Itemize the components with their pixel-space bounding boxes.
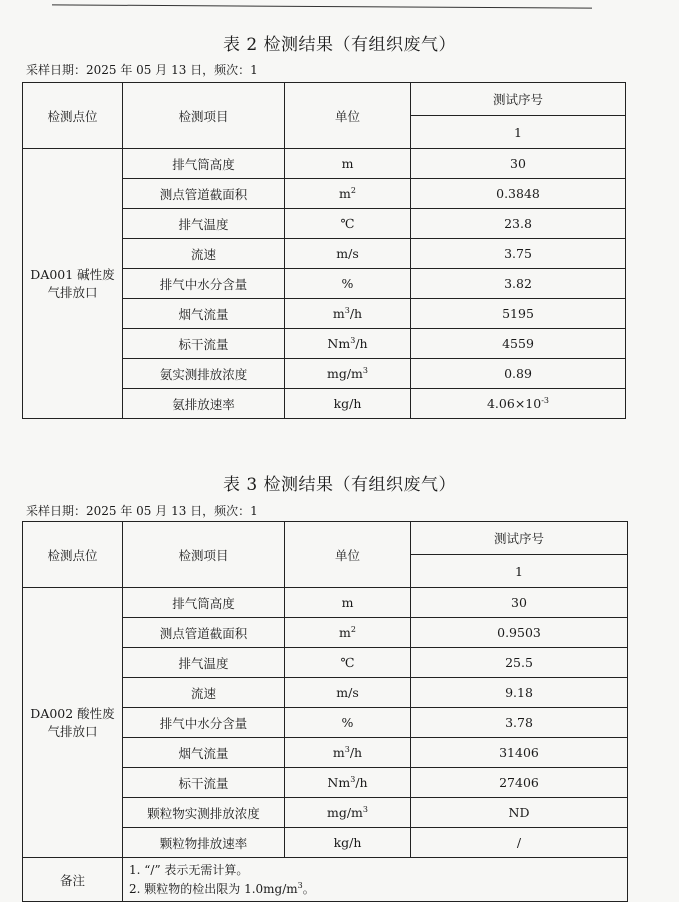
item-cell: 测点管道截面积 [123, 179, 285, 209]
unit-cell: ℃ [285, 648, 411, 678]
header-item: 检测项目 [123, 522, 285, 588]
item-cell: 排气筒高度 [123, 588, 285, 618]
item-cell: 测点管道截面积 [123, 618, 285, 648]
unit-cell: m/s [285, 239, 411, 269]
value-cell: 9.18 [411, 678, 628, 708]
value-cell: 3.78 [411, 708, 628, 738]
header-point: 检测点位 [23, 522, 123, 588]
header-unit: 单位 [285, 83, 411, 149]
value-cell: 3.82 [411, 269, 626, 299]
top-rule [52, 4, 592, 8]
unit-cell: $m^2$ [285, 618, 411, 648]
value-cell: ND [411, 798, 628, 828]
value-cell: 31406 [411, 738, 628, 768]
value-cell: 27406 [411, 768, 628, 798]
value-cell: 23.8 [411, 209, 626, 239]
sampling-point-line1: DA001 碱性废 [30, 266, 115, 282]
item-cell: 排气筒高度 [123, 149, 285, 179]
item-cell: 排气温度 [123, 648, 285, 678]
item-cell: 排气中水分含量 [123, 269, 285, 299]
item-cell: 排气温度 [123, 209, 285, 239]
unit-cell: $mg/m^3$ [285, 798, 411, 828]
note-2: 2. 颗粒物的检出限为 $1.0mg/m^3$。 [129, 880, 315, 896]
unit-cell: m [285, 588, 411, 618]
table3-sampling-date: 采样日期：2025 年 05 月 13 日，频次：1 [26, 504, 258, 518]
unit-cell: $m^3/h$ [285, 738, 411, 768]
value-cell: $4.06\times 10^{-3}$ [411, 389, 626, 419]
unit-cell: Nm$^3$/h [285, 768, 411, 798]
unit-cell: m [285, 149, 411, 179]
value-cell: 0.3848 [411, 179, 626, 209]
value-cell: 30 [411, 149, 626, 179]
value-cell: 5195 [411, 299, 626, 329]
header-seq-no: 1 [411, 116, 626, 149]
header-point: 检测点位 [23, 83, 123, 149]
item-cell: 氨排放速率 [123, 389, 285, 419]
note-1: 1. “/” 表示无需计算。 [129, 862, 249, 877]
value-cell: 3.75 [411, 239, 626, 269]
table2-title: 表 2 检测结果（有组织废气） [222, 35, 457, 55]
item-cell: 标干流量 [123, 768, 285, 798]
item-cell: 烟气流量 [123, 299, 285, 329]
unit-cell: $m^3/h$ [285, 299, 411, 329]
header-seq: 测试序号 [411, 83, 626, 116]
item-cell: 颗粒物排放速率 [123, 828, 285, 858]
item-cell: 颗粒物实测排放浓度 [123, 798, 285, 828]
table2 [22, 82, 626, 419]
value-cell: 0.89 [411, 359, 626, 389]
table3 [22, 521, 628, 902]
header-seq-no: 1 [411, 555, 628, 588]
sampling-point-line2: 气排放口 [47, 284, 98, 300]
value-cell: 4559 [411, 329, 626, 359]
unit-cell: $m^2$ [285, 179, 411, 209]
value-cell: / [411, 828, 628, 858]
item-cell: 标干流量 [123, 329, 285, 359]
unit-cell: $mg/m^3$ [285, 359, 411, 389]
table2-sampling-date: 采样日期：2025 年 05 月 13 日，频次：1 [26, 63, 258, 77]
sampling-point-line2: 气排放口 [47, 723, 98, 739]
header-unit: 单位 [285, 522, 411, 588]
sampling-point [23, 588, 123, 858]
header-seq: 测试序号 [411, 522, 628, 555]
unit-cell: kg/h [285, 828, 411, 858]
item-cell: 流速 [123, 678, 285, 708]
unit-cell: ℃ [285, 209, 411, 239]
item-cell: 氨实测排放浓度 [123, 359, 285, 389]
value-cell: 0.9503 [411, 618, 628, 648]
unit-cell: kg/h [285, 389, 411, 419]
item-cell: 排气中水分含量 [123, 708, 285, 738]
item-cell: 烟气流量 [123, 738, 285, 768]
table3-title: 表 3 检测结果（有组织废气） [222, 475, 457, 495]
unit-cell: % [285, 269, 411, 299]
header-item: 检测项目 [123, 83, 285, 149]
sampling-point [23, 149, 123, 419]
value-cell: 30 [411, 588, 628, 618]
item-cell: 流速 [123, 239, 285, 269]
sampling-point-line1: DA002 酸性废 [30, 705, 115, 721]
value-cell: 25.5 [411, 648, 628, 678]
notes-label: 备注 [23, 858, 123, 902]
unit-cell: Nm$^3$/h [285, 329, 411, 359]
unit-cell: m/s [285, 678, 411, 708]
unit-cell: % [285, 708, 411, 738]
